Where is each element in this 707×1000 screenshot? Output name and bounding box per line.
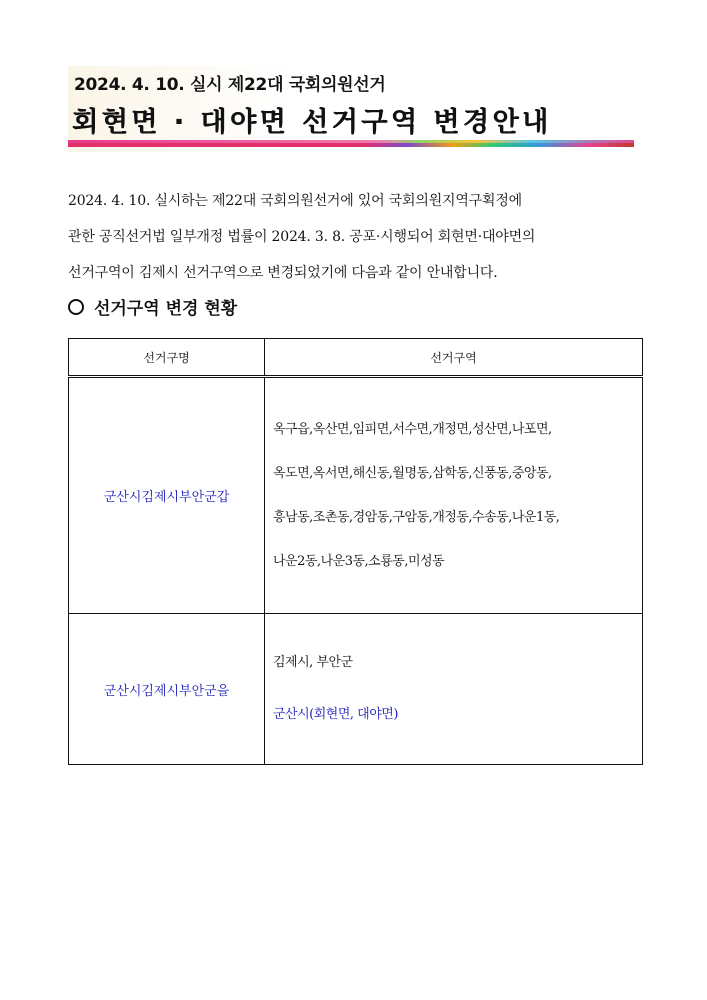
intro-paragraph xyxy=(68,183,636,291)
district-name: 군산시김제시부안군갑 xyxy=(69,377,265,614)
area-line: 옥도면,옥서면,해신동,월명동,삼학동,신풍동,중앙동, xyxy=(273,465,552,481)
district-area xyxy=(265,377,643,614)
district-name: 군산시김제시부안군을 xyxy=(69,614,265,765)
area-line: 김제시, 부안군 xyxy=(273,655,353,670)
banner-title: 회현면 · 대야면 선거구역 변경안내 xyxy=(72,107,552,138)
intro-line: 선거구역이 김제시 선거구역으로 변경되었기에 다음과 같이 안내합니다. xyxy=(68,265,498,281)
header-district-name: 선거구명 xyxy=(69,339,265,377)
header-district-area: 선거구역 xyxy=(265,339,643,377)
table-header-row xyxy=(69,339,643,377)
table-row xyxy=(69,377,643,614)
circle-bullet-icon xyxy=(68,299,84,315)
table-row xyxy=(69,614,643,765)
section-heading xyxy=(68,294,237,319)
district-area xyxy=(265,614,643,765)
intro-line: 2024. 4. 10. 실시하는 제22대 국회의원선거에 있어 국회의원지역구획정에 xyxy=(68,193,522,209)
area-line: 나운2동,나운3동,소룡동,미성동 xyxy=(273,553,445,569)
area-line-highlight: 군산시(회현면, 대야면) xyxy=(273,707,398,722)
district-table xyxy=(68,338,643,765)
section-title: 선거구역 변경 현황 xyxy=(94,299,238,319)
title-banner xyxy=(68,66,634,152)
area-line: 옥구읍,옥산면,임피면,서수면,개정면,성산면,나포면, xyxy=(273,421,552,437)
area-line: 흥남동,조촌동,경암동,구암동,개정동,수송동,나운1동, xyxy=(273,509,560,525)
banner-stripe-bottom xyxy=(68,143,634,147)
banner-subtitle: 2024. 4. 10. 실시 제22대 국회의원선거 xyxy=(74,75,386,95)
intro-line: 관한 공직선거법 일부개정 법률이 2024. 3. 8. 공포·시행되어 회현면·대야면의 xyxy=(68,229,536,245)
